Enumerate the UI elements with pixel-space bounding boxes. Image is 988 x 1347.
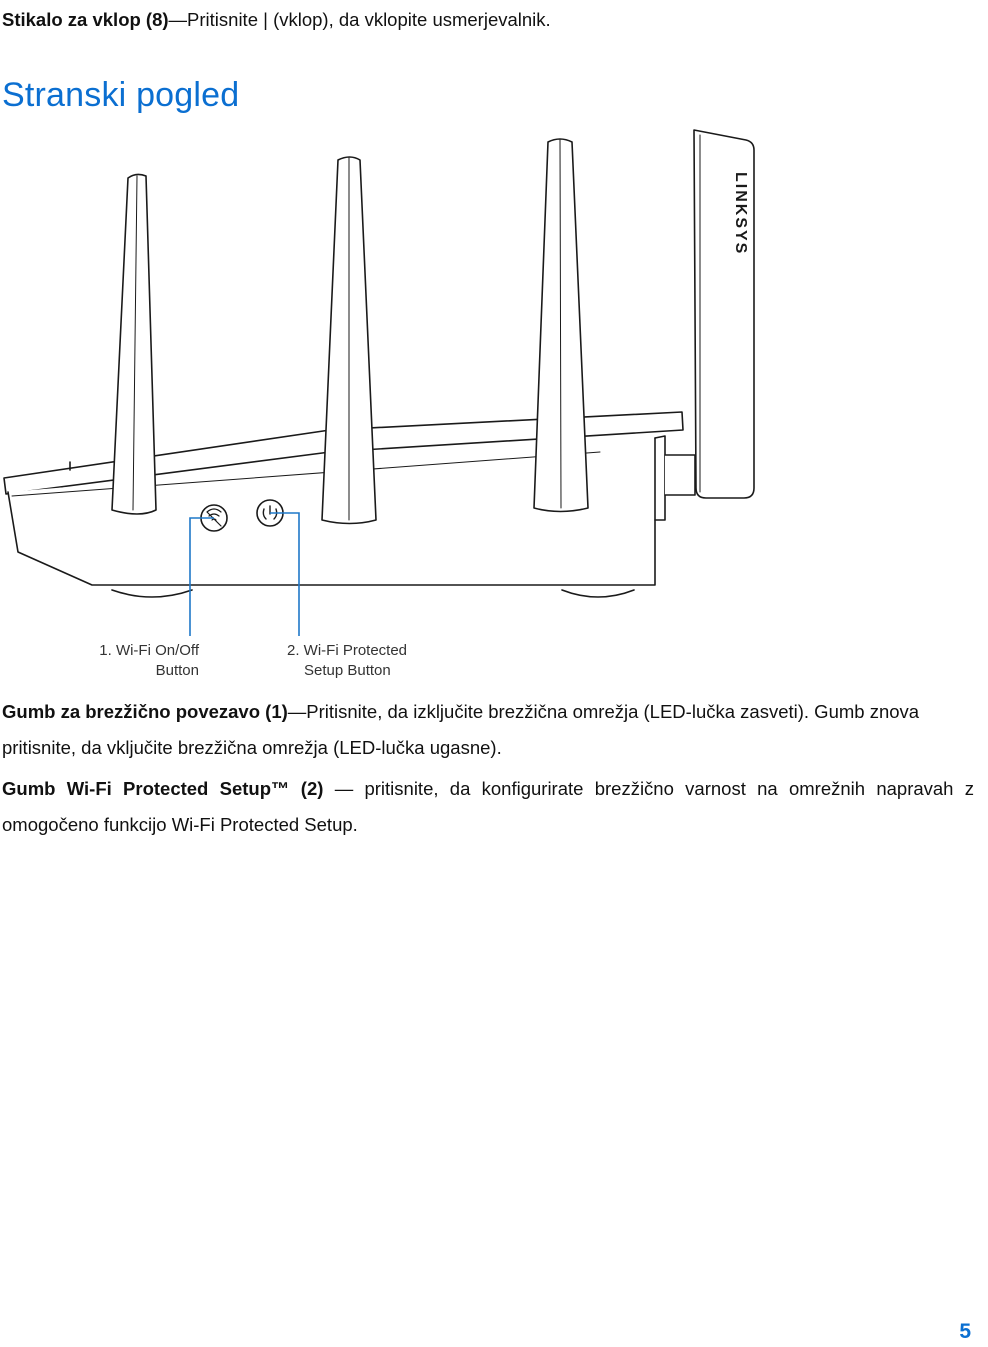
callout-2-line2: Setup Button [304,662,391,679]
callout-1-line1: 1. Wi-Fi On/Off [99,642,199,659]
wps-button-label: Gumb Wi-Fi Protected Setup™ (2) [2,778,324,799]
wps-button-text: — pritisnite, da konfigurirate brezžično varnost na omrežnih napravah z omogočeno funkcijo Wi-Fi Protected Setup. [2,778,974,835]
section-heading: Stranski pogled [2,76,240,114]
power-switch-description [2,3,974,37]
callout-1-line2: Button [155,662,199,679]
power-switch-text: —Pritisnite | (vklop), da vklopite usmerjevalnik. [168,9,551,30]
callout-2-line1: 2. Wi-Fi Protected [287,642,408,659]
antenna-1 [112,174,156,514]
antenna-2 [322,157,376,524]
wifi-button-text: —Pritisnite, da izključite brezžična omrežja (LED-lučka zasveti). Gumb znova pritisnite, da vključite brezžična omrežja (LED-lučka ugasne). [2,701,920,758]
power-switch-label: Stikalo za vklop (8) [2,9,169,30]
page-number: 5 [959,1320,971,1343]
wifi-button-label: Gumb za brezžično povezavo (1) [2,701,288,722]
brand-logo-text: LINKSYS [732,172,749,256]
wifi-button-description [2,694,974,766]
router-side-view-illustration [0,125,760,685]
wps-button-description [2,771,974,843]
antenna-3 [534,139,588,512]
